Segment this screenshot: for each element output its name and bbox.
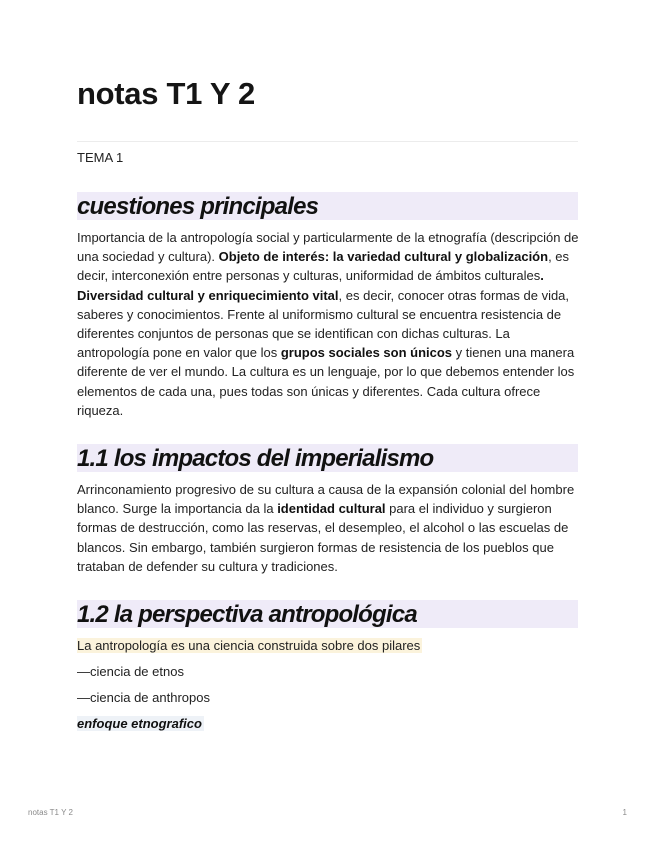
document-title: notas T1 Y 2	[77, 76, 255, 111]
footer-page-number: 1	[622, 808, 627, 817]
list-item: —ciencia de etnos	[77, 664, 184, 679]
section-paragraph-imperialismo	[77, 480, 582, 576]
section-heading-imperialismo: 1.1 los impactos del imperialismo	[77, 444, 578, 472]
bold-run: identidad cultural	[277, 501, 386, 517]
section-paragraph-cuestiones	[77, 228, 582, 420]
text-run: Importancia de la antropología social y particularmente de la etnografía (descripción de una sociedad y cultura).	[77, 230, 579, 265]
text-run: para el individuo y surgieron formas de destrucción, como las reservas, el desempleo, el alcohol o las escuelas de blancos. Sin embargo, también surgieron formas de resistencia de los pueblos que trataban de defender su cultura y tradiciones.	[77, 501, 569, 574]
bold-run: . Diversidad cultural y enriquecimiento vital	[77, 268, 544, 303]
section-heading-perspectiva: 1.2 la perspectiva antropológica	[77, 600, 578, 628]
text-run: Arrinconamiento progresivo de su cultura a causa de la expansión colonial del hombre blanco. Surge la importancia da la	[77, 482, 575, 517]
emphasis-line	[77, 714, 204, 733]
bold-run: Objeto de interés: la variedad cultural y globalización	[218, 249, 549, 265]
highlight-text: La antropología es una ciencia construida sobre dos pilares	[77, 638, 421, 653]
title-divider	[77, 141, 578, 142]
text-run: , es decir, conocer otras formas de vida, saberes y conocimientos. Frente al uniformismo cultural se encuentra resistencia de diferentes conjuntos de personas que se identifican con dichas culturas. La antropología pone en valor que los	[77, 287, 570, 361]
bold-run: grupos sociales son únicos	[280, 345, 453, 361]
list-item: —ciencia de anthropos	[77, 690, 210, 705]
document-subtitle: TEMA 1	[77, 150, 124, 165]
section-heading-cuestiones: cuestiones principales	[77, 192, 578, 220]
highlighted-line	[77, 636, 422, 655]
text-run: , es decir, interconexión entre personas y culturas, uniformidad de ámbitos culturales	[77, 249, 570, 284]
text-run: y tienen una manera diferente de ver el mundo. La cultura es un lenguaje, por lo que debemos entender los elementos de cada una, pues todas son únicas y diferentes. Cada cultura ofrece riqueza.	[77, 345, 575, 418]
emphasis-text: enfoque etnografico	[77, 716, 202, 731]
footer-title: notas T1 Y 2	[28, 808, 73, 817]
